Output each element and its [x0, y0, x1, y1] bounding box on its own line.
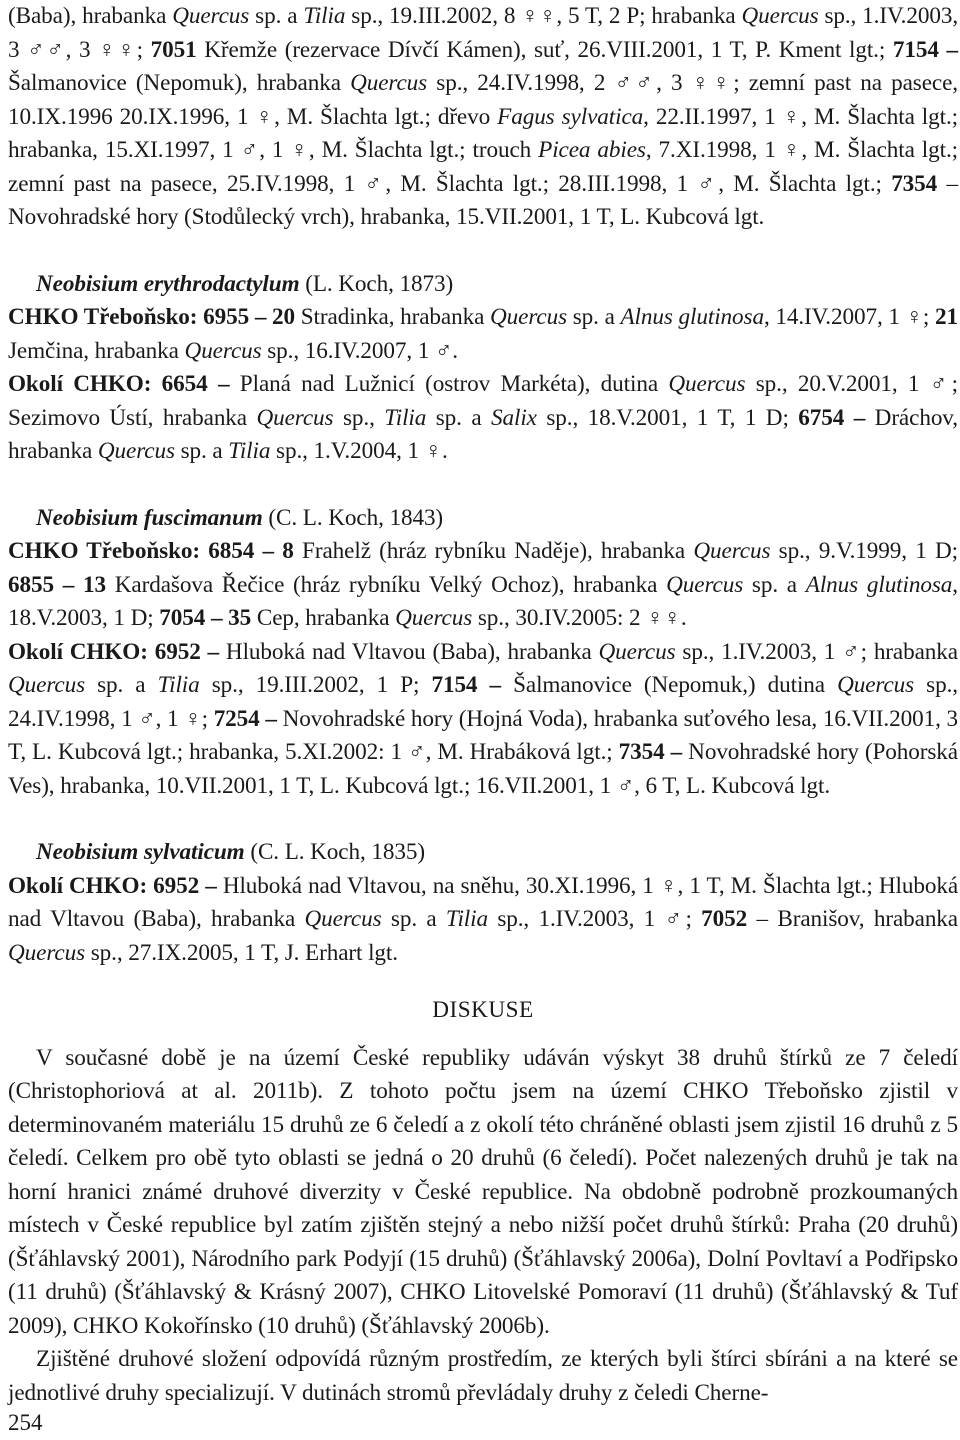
discussion-paragraph: Zjištěné druhové složení odpovídá různým prostředím, ze kterých byli štírci sbíráni a na které se jednotlivé druhy specializují. V dutinách stromů převládaly druhy z čeledi Cherne- — [8, 1346, 958, 1406]
species-records-surroundings: Okolí CHKO: 6952 – Hluboká nad Vltavou (Baba), hrabanka Quercus sp., 1.IV.2003, 1 ♂; hrabanka Quercus sp. a Tilia sp., 19.III.2002, 1 P; 7154 – Šalmanovice (Nepomuk,) dutina Quercus sp., 24.IV.1998, 1 ♂, 1 ♀; 7254 – Novohradské hory (Hojná Voda), hrabanka suťového lesa, 16.VII.2001, 3 T, L. Kubcová lgt.; hrabanka, 5.XI.2002: 1 ♂, M. Hrabáková lgt.; 7354 – Novohradské hory (Pohorská Ves), hrabanka, 10.VII.2001, 1 T, L. Kubcová lgt.; 16.VII.2001, 1 ♂, 6 T, L. Kubcová lgt. — [8, 638, 958, 799]
intro-records: (Baba), hrabanka Quercus sp. a Tilia sp., 19.III.2002, 8 ♀♀, 5 T, 2 P; hrabanka Quercus sp., 1.IV.2003, 3 ♂♂, 3 ♀♀; 7051 Křemže (rezervace Dívčí Kámen), suť, 26.VIII.2001, 1 T, P. Kment lgt.; 7154 – Šalmanovice (Nepomuk), hrabanka Quercus sp., 24.IV.1998, 2 ♂♂, 3 ♀♀; zemní past na pasece, 10.IX.1996 20.IX.1996, 1 ♀, M. Šlachta lgt.; dřevo Fagus sylvatica, 22.II.1997, 1 ♀, M. Šlachta lgt.; hrabanka, 15.XI.1997, 1 ♂, 1 ♀, M. Šlachta lgt.; trouch Picea abies, 7.XI.1998, 1 ♀, M. Šlachta lgt.; zemní past na pasece, 25.IV.1998, 1 ♂, M. Šlachta lgt.; 28.III.1998, 1 ♂, M. Šlachta lgt.; 7354 – Novohradské hory (Stodůlecký vrch), hrabanka, 15.VII.2001, 1 T, L. Kubcová lgt. — [8, 3, 959, 230]
species-title: Neobisium erythrodactylum (L. Koch, 1873) — [36, 270, 454, 297]
species-records-surroundings: Okolí CHKO: 6654 – Planá nad Lužnicí (ostrov Markéta), dutina Quercus sp., 20.V.2001, 1 ♂; Sezimovo Ústí, hrabanka Quercus sp., Tilia sp. a Salix sp., 18.V.2001, 1 T, 1 D; 6754 – Dráchov, hrabanka Quercus sp. a Tilia sp., 1.V.2004, 1 ♀. — [8, 371, 959, 464]
document-page — [8, 0, 958, 1410]
species-section-erythrodactylum — [8, 268, 958, 469]
species-title: Neobisium sylvaticum (C. L. Koch, 1835) — [36, 839, 425, 865]
species-section-fuscimanum — [8, 502, 958, 804]
species-title: Neobisium fuscimanum (C. L. Koch, 1843) — [36, 504, 444, 531]
species-records: CHKO Třeboňsko: 6854 – 8 Frahelž (hráz rybníku Naděje), hrabanka Quercus sp., 9.V.1999, 1 D; 6855 – 13 Kardašova Řečice (hráz rybníku Velký Ochoz), hrabanka Quercus sp. a Alnus glutinosa, 18.V.2003, 1 D; 7054 – 35 Cep, hrabanka Quercus sp., 30.IV.2005: 2 ♀♀. — [8, 538, 958, 631]
discussion-paragraph: V současné době je na území České republiky udáván výskyt 38 druhů štírků ze 7 čeledí (Christophoriová at al. 2011b). Z tohoto počtu jsem na území CHKO Třeboňsko zjistil v determinovaném materiálu 15 druhů ze 6 čeledí a z okolí této chráněné oblasti jsem zjistil 16 druhů z 5 čeledí. Celkem pro obě tyto oblasti se jedná o 20 druhů (6 čeledí). Počet nalezených druhů je tak na horní hranici známé druhové diverzity v České republice. Na obdobně podrobně prozkoumaných místech v České republice byl zatím zjištěn stejný a nebo nižší počet druhů štírků: Praha (20 druhů) (Šťáhlavský 2001), Národního park Podyjí (15 druhů) (Šťáhlavský 2006a), Dolní Povltaví a Podřipsko (11 druhů) (Šťáhlavský & Krásný 2007), CHKO Litovelské Pomoraví (11 druhů) (Šťáhlavský & Tuf 2009), CHKO Kokořínsko (10 druhů) (Šťáhlavský 2006b). — [8, 1044, 958, 1339]
species-records: CHKO Třeboňsko: 6955 – 20 Stradinka, hrabanka Quercus sp. a Alnus glutinosa, 14.IV.2007, 1 ♀; 21 Jemčina, hrabanka Quercus sp., 16.IV.2007, 1 ♂. — [8, 304, 958, 364]
species-records-surroundings: Okolí CHKO: 6952 – Hluboká nad Vltavou, na sněhu, 30.XI.1996, 1 ♀, 1 T, M. Šlachta lgt.; Hluboká nad Vltavou (Baba), hrabanka Quercus sp. a Tilia sp., 1.IV.2003, 1 ♂; 7052 – Branišov, hrabanka Quercus sp., 27.IX.2005, 1 T, J. Erhart lgt. — [8, 872, 959, 966]
page-number: 254 — [8, 1410, 43, 1435]
section-heading-discussion: DISKUSE — [432, 997, 534, 1023]
species-section-sylvaticum — [8, 836, 958, 970]
